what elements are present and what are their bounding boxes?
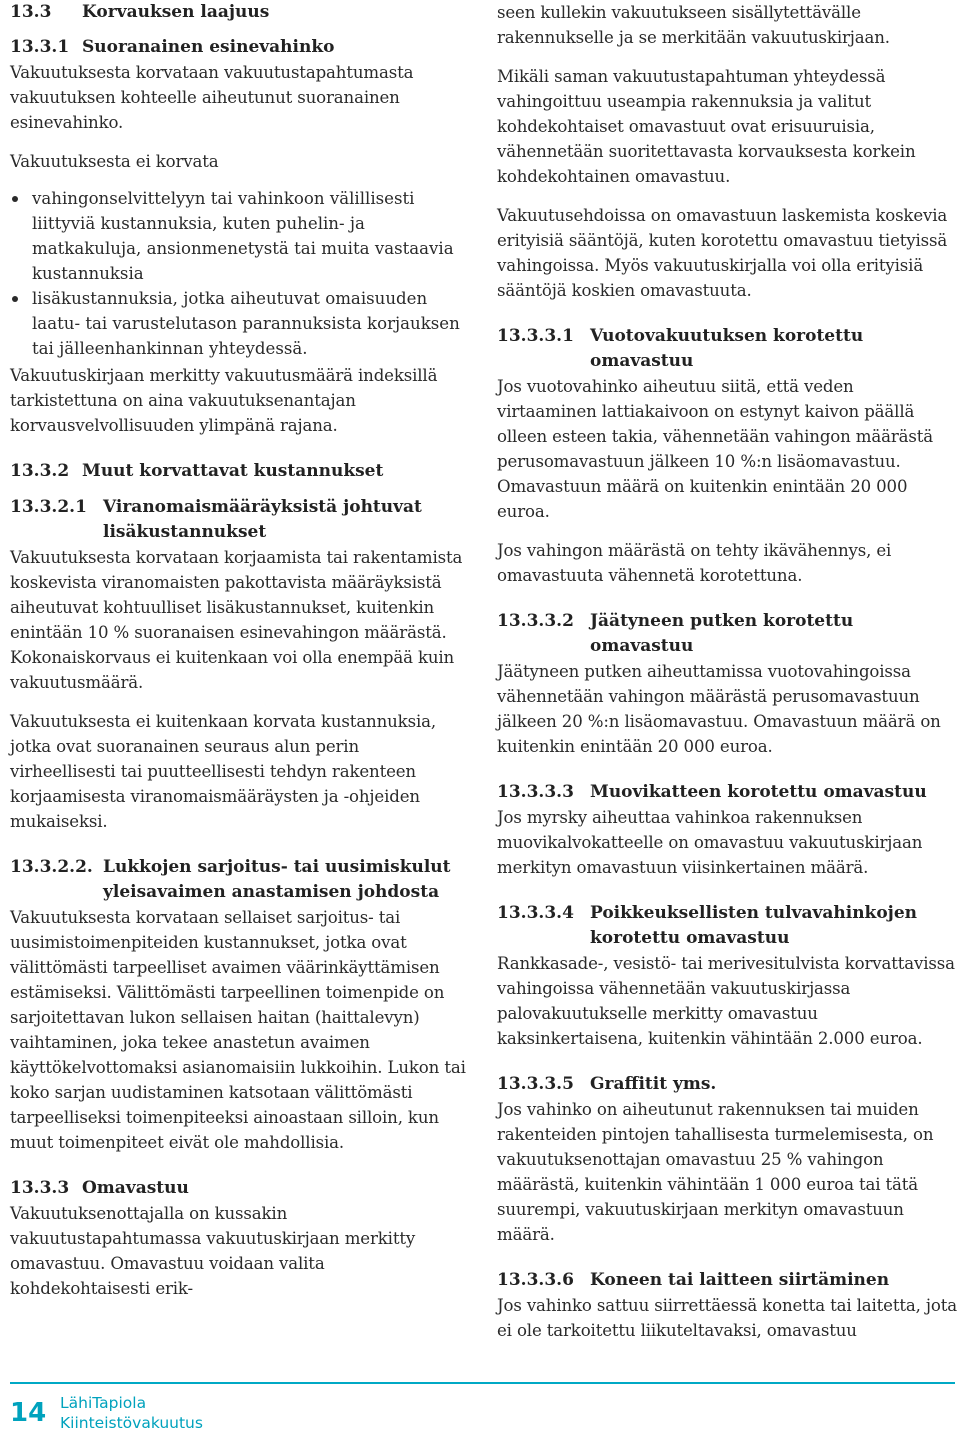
right-column	[497, 0, 957, 1343]
page-number: 14	[10, 1398, 47, 1428]
paragraph: seen kullekin vakuutukseen sisällytettävälle rakennukselle ja se merkitään vakuutuskirjaan.	[497, 3, 890, 47]
paragraph: Jos vuotovahinko aiheutuu siitä, että veden virtaaminen lattiakaivoon on estynyt kaivon päällä olleen esteen takia, vähennetään vahingon määrästä perusomavastuun jälkeen 10 %:n lisäomavastuu. Omavastuun määrä on kuitenkin enintään 20 000 euroa.	[497, 377, 934, 521]
paragraph: Vakuutuksesta ei korvata	[10, 152, 219, 171]
paragraph: Rankkasade-, vesistö- tai merivesitulvista korvattavissa vahingoissa vähennetään vakuutuskirjassa palovakuutukselle merkitty omavastuu kaksinkertaisena, kuitenkin vähintään 2.000 euroa.	[497, 954, 955, 1048]
paragraph: Jäätyneen putken aiheuttamissa vuotovahingoissa vähennetään vahingon määrästä perusomavastuun jälkeen 20 %:n lisäomavastuu. Omavastuun määrä on kuitenkin enintään 20 000 euroa.	[497, 662, 941, 756]
section-heading-13-3-3-5: 13.3.3.5 Graffitit yms.	[497, 1074, 717, 1094]
paragraph: Jos myrsky aiheuttaa vahinkoa rakennuksen muovikalvokatteelle on omavastuu vakuutuskirjaan merkityn omavastuun viisinkertainen määrä.	[497, 808, 923, 877]
section-heading-13-3: 13.3 Korvauksen laajuus	[10, 2, 270, 22]
paragraph: Mikäli saman vakuutustapahtuman yhteydessä vahingoittuu useampia rakennuksia ja valitut kohdekohtaiset omavastuut ovat erisuuruisia, vähennetään suoritettavasta korvauksesta korkein kohdekohtainen omavastuu.	[497, 67, 916, 186]
paragraph: Jos vahingon määrästä on tehty ikävähennys, ei omavastuuta vähennetä korotettuna.	[497, 541, 892, 585]
left-column	[10, 0, 468, 1301]
section-heading-13-3-3: 13.3.3 Omavastuu	[10, 1178, 189, 1198]
paragraph: Vakuutusehdoissa on omavastuun laskemista koskevia erityisiä sääntöjä, kuten korotettu omavastuu tietyissä vahingoissa. Myös vakuutuskirjalla voi olla erityisiä sääntöjä koskien omavastuuta.	[497, 206, 948, 300]
footer-rule	[10, 1382, 955, 1384]
section-heading-13-3-2: 13.3.2 Muut korvattavat kustannukset	[10, 461, 384, 481]
paragraph: Jos vahinko on aiheutunut rakennuksen tai muiden rakenteiden pintojen tahallisesta turmelemisesta, on vakuutuksenottajan omavastuu 25 % vahingon määrästä, kuitenkin vähintään 1 000 euroa tai tätä suurempi, vakuutuskirjaan merkityn omavastuun määrä.	[497, 1100, 934, 1244]
section-heading-13-3-3-1: 13.3.3.1 Vuotovakuutuksen korotettu omavastuu	[497, 326, 864, 371]
brand-line-2: Kiinteistövakuutus	[60, 1414, 203, 1432]
list-item: lisäkustannuksia, jotka aiheutuvat omaisuuden laatu- tai varustelutason parannuksista korjauksen tai jälleenhankinnan yhteydessä.	[10, 286, 468, 361]
list-item: vahingonselvittelyyn tai vahinkoon välillisesti liittyviä kustannuksia, kuten puhelin- ja matkakuluja, ansionmenetystä tai muita vastaavia kustannuksia	[10, 186, 468, 286]
paragraph: Vakuutuksesta ei kuitenkaan korvata kustannuksia, jotka ovat suoranainen seuraus alun perin virheellisesti tai puutteellisesti tehdyn rakenteen korjaamisesta viranomaismääräysten ja -ohjeiden mukaiseksi.	[10, 712, 436, 831]
paragraph: Vakuutuksesta korvataan korjaamista tai rakentamista koskevista viranomaisten pakottavista määräyksistä aiheutuvat kohtuulliset lisäkustannukset, kuitenkin enintään 10 % suoranaisen esinevahingon määrästä. Kokonaiskorvaus ei kuitenkaan voi olla enempää kuin vakuutusmäärä.	[10, 548, 463, 692]
brand-line-1: LähiTapiola	[60, 1394, 147, 1412]
paragraph: Vakuutuksesta korvataan sellaiset sarjoitus- tai uusimistoimenpiteiden kustannukset, jotka ovat välittömästi tarpeelliset avaimen väärinkäyttämisen estämiseksi. Välittömästi tarpeellinen toimenpide on sarjoitettavan lukon sellaisen haitan (haittalevyn) vaihtaminen, joka tekee anastetun avaimen käyttökelvottomaksi asianomaisiin lukkoihin. Lukon tai koko sarjan uudistaminen katsotaan välittömästi tarpeelliseksi toimenpiteeksi ainoastaan silloin, kun muut toimenpiteet eivät ole mahdollisia.	[10, 908, 466, 1152]
section-heading-13-3-2-2: 13.3.2.2. Lukkojen sarjoitus- tai uusimiskulut yleisavaimen anastamisen johdosta	[10, 857, 451, 902]
paragraph: Jos vahinko sattuu siirrettäessä konetta tai laitetta, jota ei ole tarkoitettu liikuteltavaksi, omavastuu	[497, 1296, 957, 1340]
paragraph: Vakuutuksenottajalla on kussakin vakuutustapahtumassa vakuutuskirjaan merkitty omavastuu. Omavastuu voidaan valita kohdekohtaisesti erik-	[10, 1204, 416, 1298]
section-heading-13-3-1: 13.3.1 Suoranainen esinevahinko	[10, 37, 335, 57]
paragraph: Vakuutuksesta korvataan vakuutustapahtumasta vakuutuksen kohteelle aiheutunut suoranainen esinevahinko.	[10, 63, 414, 132]
section-heading-13-3-2-1: 13.3.2.1 Viranomaismääräyksistä johtuvat lisäkustannukset	[10, 497, 422, 542]
bullet-list	[10, 186, 468, 361]
paragraph: Vakuutuskirjaan merkitty vakuutusmäärä indeksillä tarkistettuna on aina vakuutuksenantajan korvausvelvollisuuden ylimpänä rajana.	[10, 366, 438, 435]
section-heading-13-3-3-6: 13.3.3.6 Koneen tai laitteen siirtäminen	[497, 1270, 890, 1290]
section-heading-13-3-3-2: 13.3.3.2 Jäätyneen putken korotettu omavastuu	[497, 611, 854, 656]
section-heading-13-3-3-3: 13.3.3.3 Muovikatteen korotettu omavastuu	[497, 782, 927, 802]
brand-name	[60, 1393, 203, 1433]
section-heading-13-3-3-4: 13.3.3.4 Poikkeuksellisten tulvavahinkojen korotettu omavastuu	[497, 903, 917, 948]
